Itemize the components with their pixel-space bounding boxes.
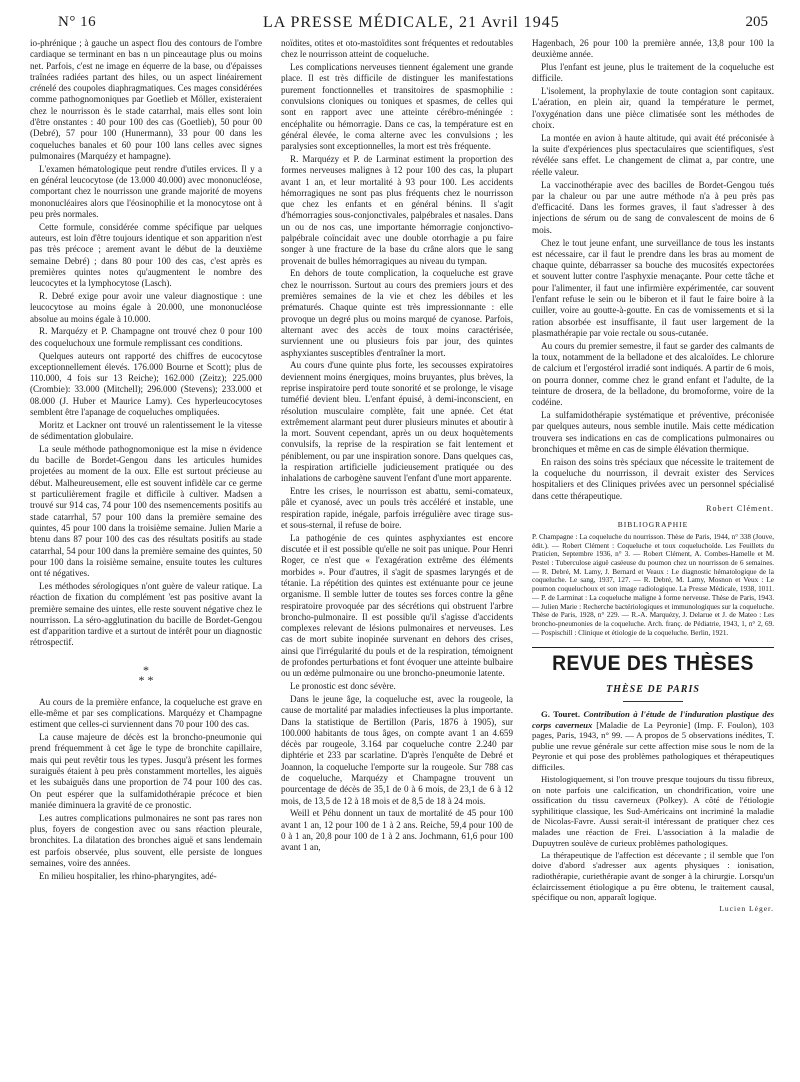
section-title: REVUE DES THÈSES (552, 652, 754, 676)
paragraph: La pathogénie de ces quintes asphyxiantes est encore discutée et il est possible qu'elle ne soit pas unique. Pour Henri Roger, ce n'est que « l'exagération extrême des éléments morbides ». Pour d'autres, il s'agit de spasmes laryngés et de tétanie. La répétition des quintes est exténuante pour ce jeune organisme. Il semble lutter de toutes ses forces contre la gêne respiratoire provoquée par des sécrétions qui obstruent l'arbre broncho-pulmonaire. Il est possible qu'il s'agisse d'accidents complexes relevant de lésions pulmonaires et nerveuses. Les cas de mort subite inopinée survenant en dehors des crises, ainsi que l'irrégularité du pouls et de la respiration, témoignent de profondes perturbations et font évoquer une atteinte bulbaire ou un œdème pulmonaire ou une broncho-pneumonie latente. (281, 532, 513, 679)
column-right (532, 38, 774, 1068)
paragraph: R. Debré exige pour avoir une valeur diagnostique : une leucocytose au moins égale à 20.000, une mononucléose absolue au moins égale à 10.000. (30, 291, 262, 324)
abstract-author: G. Touret. (541, 709, 580, 719)
paragraph: La montée en avion à haute altitude, qui avait été préconisée à la suite d'expériences plus spectaculaires que scientifiques, s'est révélée sans effet. Le changement de climat a, par contre, une réelle valeur. (532, 132, 774, 177)
page-header (58, 14, 768, 36)
paragraph: noïdites, otites et oto-mastoïdites sont fréquentes et redoutables chez le nourrisson atteint de coqueluche. (281, 38, 513, 60)
paragraph: Plus l'enfant est jeune, plus le traitement de la coqueluche est difficile. (532, 62, 774, 84)
paragraph: io-phrénique ; à gauche un aspect flou des contours de l'ombre cardiaque se terminant en bas n un pinceautage plus ou moins net. Parfois, c'est ne image en équerre de la base, ou d'épaisses traînées radiées partant des hiles, ou un aspect linéairement crénelé des coupoles diaphragmatiques. Ces mages considérées comme pathognomoniques par Goetlieb et Möller, existeraient chez le nourrisson ès le stade catarrhal, mais elles sont loin d'être onstantes : 40 pour 100 des cas (Goetlieb), 50 pour 00 (Debré), 57 pour 100 (Hunermann), 33 pour 00 dans les coqueluches banales et 60 pour 100 lans celles avec signes pulmonaires (Marquézy et hampagne). (30, 38, 262, 161)
column-left (30, 38, 262, 1068)
thesis-abstract (532, 709, 774, 915)
paragraph: La seule méthode pathognomonique est la mise n évidence du bacille de Bordet-Gengou dans les articules humides projetées au moment de la oux. Elle est surtout précieuse au début. Malheureusement, elle est souvent infidèle car ce germe st particulièrement fragile et difficile à cultiver. Madsen a trouvé sur 914 cas, 74 pour 100 des nsemencements positifs au stade catarrhal, 57 pour 100 dans la première semaine des quintes, 45 pour 100 dans la troisième semaine. Julien Marie a btenu dans 87 pour 100 des cas des résultats positifs au stade catarrhal, 54 pour 100 dans la première semaine des quintes, 50 pour 100 dans la roisième semaine, ensuite toutes les cultures ont té négatives. (30, 443, 262, 579)
paragraph: Au cours du premier semestre, il faut se garder des calmants de la toux, notamment de la belladone et des alcaloïdes. Le chlorure de calcium et l'ergostérol irradié sont indiqués. A partir de 6 mois, on pourra donner, comme chez le grand enfant et l'adulte, de la teinture de drosera, de la belladone, du bromoforme, voire de la codéine. (532, 340, 774, 408)
paragraph: L'isolement, la prophylaxie de toute contagion sont capitaux. L'aération, en plein air, quand la température le permet, l'oxygénation dans une pièce climatisée sont les méthodes de choix. (532, 86, 774, 131)
paragraph: La sulfamidothérapie systématique et préventive, préconisée par quelques auteurs, nous semble inutile. Mais cette médication trouvera ses indications en cas de complications pulmonaires ou bronchiques et même en cas de simple élévation thermique. (532, 410, 774, 454)
paragraph: En dehors de toute complication, la coqueluche est grave chez le nourrisson. Surtout au cours des premiers jours et des premières semaines de la vie et chez les débiles et les prématurés. Chaque quinte est très impressionnante : elle provoque un degré plus ou moins marqué de cyanose. Parfois, alternant avec des accès de toux moins caractérisée, surviennent une ou plusieurs fois par jour, des quintes asphyxiantes susceptibles d'entraîner la mort. (281, 268, 513, 358)
paragraph: Les complications nerveuses tiennent également une grande place. Il est très difficile de distinguer les manifestations purement fonctionnelles et transitoires de spasmophilie : convulsions cloniques ou toniques et spasmes, de celles qui sont en rapport avec une atteinte cérébro-méningée : encéphalite ou hémorragie. Dans ce cas, la température est en général élevée, le coma alterne avec les convulsions ; les paralysies sont exceptionnelles, la mort est très fréquente. (281, 62, 513, 152)
paragraph: Quelques auteurs ont rapporté des chiffres de eucocytose exceptionnellement élevés. 176.000 Bourne et Scott); plus de 110.000, 4 fois sur 13 Reiche); 162.000 (Zeitz); 225.000 (Crombie): 33.000 (Mitchell); 296.000 (Stevens); 233.000 et 08.000 (J. Huber et Maurice Lamy). Ces hyperleucocytoses semblent être l'apanage de coqueluches ompliquées. (30, 350, 262, 417)
paragraph: La thérapeutique de l'affection est décevante ; il semble que l'on doive d'abord s'adresser aux agents physiques : ionisation, radiothérapie, curiethérapie avant de songer à la chirurgie. Lorsqu'un éclaircissement étiologique a pu être obtenu, le traitement causal, spécifique ou non, apparaît logique. (532, 849, 774, 903)
journal-title: LA PRESSE MÉDICALE, 21 Avril 1945 (263, 14, 560, 31)
paragraph: Au cours de la première enfance, la coqueluche est grave en elle-même et par ses complications. Marquézy et Champagne estiment que celles-ci surviennent dans 70 pour 100 des cas. (30, 696, 262, 730)
paragraph: Les méthodes sérologiques n'ont guère de valeur ratique. La réaction de fixation du complément 'est pas positive avant la première semaine des uintes, elle reste souvent négative chez le nourrisson. La séro-agglutination du bacille de Bordet-Gengou est d'apparition tardive et a surtout de intérêt pour un diagnostic rétrospectif. (30, 580, 262, 648)
paragraph: Au cours d'une quinte plus forte, les secousses expiratoires deviennent moins énergiques, moins bruyantes, plus brèves, la reprise inspiratoire perd toute sonorité et se prolonge, le visage tuméfié devient bleu. L'enfant épuisé, à demi-inconscient, en résolution musculaire complète, fait une apnée. Cet état extrêmement alarmant peut durer plusieurs minutes et aboutir à la mort. Souvent cependant, après un ou deux hoquètements convulsifs, la reprise de la respiration se fait lentement et péniblement, ou par une inspiration sonore. Dans quelques cas, la respiration artificielle judicieusement pratiquée ou des inhalations de carbogène sauvent l'enfant d'une mort apparente. (281, 360, 513, 484)
paragraph: Dans le jeune âge, la coqueluche est, avec la rougeole, la cause de mortalité par maladies infectieuses la plus importante. Dans la statistique de Bertillon (Paris, 1876 à 1905), sur 100.000 habitants de tous âges, on compte avant 1 an 4.659 décès par rougeole, 3.164 par coqueluche contre 2.240 par diphtérie et 233 par scarlatine. D'après l'enquête de Debré et Joannon, la coqueluche l'emporte sur la rougeole. Sur 788 cas de coqueluche, Marquézy et Champagne trouvent un pourcentage de décès de 35,1 de 0 à 6 mois, de 23,1 de 6 à 12 mois, de 13,5 de 12 à 18 mois et de 8,5 de 18 à 24 mois. (281, 693, 513, 806)
bibliography-heading: BIBLIOGRAPHIE (617, 519, 689, 529)
paragraph: Histologiquement, si l'on trouve presque toujours du tissu fibreux, on note parfois une calcification, un chondrification, voire une ossification du tissu caverneux (Polkey). A côté de l'étiologie syphilitique classique, les Sud-Américains ont incriminé la maladie de Nicolas-Favre. Aussi serait-il intéressant de pratiquer chez ces malades une réaction de Frei. L'association à la maladie de Dupuytren soulève de curieux problèmes pathologiques. (532, 774, 774, 848)
paragraph: En raison des soins très spéciaux que nécessite le traitement de la coqueluche du nourrisson, il devrait exister des Services hospitaliers et des Cliniques privées avec un personnel spécialisé dans cette thérapeutique. (532, 456, 774, 501)
column-middle (281, 38, 513, 1068)
abstract-signature: Lucien Léger. (719, 904, 774, 914)
paragraph: Chez le tout jeune enfant, une surveillance de tous les instants est nécessaire, car il faut le prendre dans les bras au moment de chaque quinte, débarrasser sa bouche des mucosités expectorées et souvent lutter contre l'asphyxie menaçante. Pour cette tâche et pour l'alimenter, il faut une infirmière expérimentée, car souvent l'enfant refuse le sein ou le biberon et il faut le faire boire à la cuiller, voire au goutte-à-goutte. En cas de vomissements et si la ration absorbée est insuffisante, il faut user largement de la plasmathérapie par voie rectale ou sous-cutanée. (532, 237, 774, 338)
paragraph: La cause majeure de décès est la broncho-pneumonie qui prend fréquemment à cet âge le type de bronchite capillaire, mais qui peut revêtir tous les types. Jusqu'à présent les formes suraiguës étaient à peu près constamment mortelles, les aiguës et les subaiguës dans une proportion de 74 pour 100 des cas. On peut espérer que la sulfamidothérapie précoce et bien maniée diminuera la gravité de ce pronostic. (30, 732, 262, 810)
short-divider (623, 701, 683, 702)
paragraph: Cette formule, considérée comme spécifique par uelques auteurs, est loin d'être toujours identique et son apparition n'est pas très précoce ; arement avant le début de la deuxième semaine Debré) ; dans 80 pour 100 des cas, c'est après es premières quintes notes qu'augmentent le nombre des leucocytes et la lymphocytose (Lasch). (30, 221, 262, 289)
paragraph: Moritz et Lackner ont trouvé un ralentissement le la vitesse de sédimentation globulaire. (30, 419, 262, 442)
abstract-summary: — A propos de 5 observations inédites, T. publie une revue générale sur cette affection mise sous le nom de la Peyronie et qui pose des problèmes pathologiques et thérapeutiques difficiles. (532, 730, 774, 772)
paragraph: R. Marquézy et P. de Larminat estiment la proportion des formes nerveuses malignes à 12 pour 100 des cas, la plupart avant 1 an, et leur mortalité à 93 pour 100. Les accidents hémorragiques ne sont pas plus fréquents chez le nourrisson que chez les enfants et en général bénins. Il s'agit d'hémorragies sous-conjonctivales, palpébrales et nasales. Dans un ou de nos cas, une importante hémorragie conjonctivo-palpébrale coïncidait avec une double otorrhagie a pu faire songer à une fracture de la base du crâne alors que le sang provenait de bulles hémorragiques au niveau du tympan. (281, 153, 513, 266)
paragraph: Le pronostic est donc sévère. (290, 681, 396, 692)
section-divider (532, 647, 774, 648)
issue-number: N° 16 (58, 14, 97, 30)
abstract-title: Contribution à l'étude de l'induration plastique des corps caverneux (532, 709, 774, 730)
paragraph: Hagenbach, 26 pour 100 la première année, 13,8 pour 100 la deuxième année. (532, 38, 774, 60)
paragraph: Les autres complications pulmonaires ne sont pas rares non plus, foyers de congestion avec ou sans réaction pleurale, bronchites. La dilatation des bronches aiguë et sans lendemain est parfois observée, plus souvent, elle persiste de longues semaines, voire des années. (30, 812, 262, 868)
paragraph: Weill et Péhu donnent un taux de mortalité de 45 pour 100 avant 1 an, 12 pour 100 de 1 à 2 ans. Reiche, 59,4 pour 100 de 0 à 1 an, 20,8 pour 100 de 1 à 2 ans. Jochmann, 61,6 pour 100 avant 1 an, (281, 808, 513, 853)
abstract-citation (532, 709, 774, 773)
bibliography-text: P. Champagne : La coqueluche du nourrisson. Thèse de Paris, 1944, n° 338 (Jouve, édit.). — Robert Clément : Coqueluche et toux coqueluchoïde. Les Feuillets du Praticien, Septembre 1936, n° 3. — Robert Clément, A. Combes-Hamelle et M. Pestel : Tuberculose aiguë caséeuse du poumon chez un nourrisson de 6 semaines. — R. Debré, M. Lamy, J. Bernard et Veaux : Le diagnostic hématologique de la coqueluche. Le sang, 1937, 127. — R. Debré, M. Lamy, Mosnon et Veux : Le poumon coqueluchoux et son image radiologique. La Presse Médicale, 1938, 1011. — P. de Larminat : La coqueluche maligne à forme nerveuse. Thèse de Paris, 1943. — Julien Marie : Recherche bactériologiques et immunologiques sur la coqueluche. Thèse de Paris, 1928, n° 229. — R.-A. Marquézy, J. Delarue et J. de Mateo : Les broncho-pneumonies de la coqueluche. Arch. franç. de Pédiatrie, 1943, 1, n° 2, 69. — Pospischill : Clinique et étiologie de la coqueluche. Berlin, 1921. (532, 532, 774, 637)
article-signature: Robert Clément. (706, 504, 774, 514)
paragraph: R. Marquézy et P. Champagne ont trouvé chez 0 pour 100 des coqueluchoux une formule remplissant ces conditions. (30, 326, 262, 348)
page-number: 205 (745, 14, 768, 30)
paragraph: La vaccinothérapie avec des bacilles de Bordet-Gengou tués par la chaleur ou par une autre méthode n'a à peu près pas d'efficacité. Dans les formes graves, il faut s'adresser à des injections de sérum ou de sang de convalescent de moins de 6 mois. (532, 179, 774, 235)
paragraph: L'examen hématologique peut rendre d'utiles ervices. Il y a en général leucocytose (de 13.000 40.000) avec mononucléose, comportant chez le nourrisson une grande majorité de moyens mononucléaires alors que l'éosinophilie et la monocytose ont à peu près normales. (30, 163, 262, 219)
subsection-title: THÈSE DE PARIS (606, 683, 700, 695)
abstract-reference: [Maladie de La Peyronie] (Imp. F. Foulon), 103 pages, Paris, 1943, n° 99. (532, 719, 774, 741)
paragraph: Entre les crises, le nourrisson est abattu, semi-comateux, pâle et cyanosé, avec un pouls très accéléré et instable, une respiration rapide, inégale, parfois irrégulière avec tirage sus- et sous-sternal, il refuse de boire. (281, 486, 513, 530)
section-separator: * * * (138, 662, 154, 687)
paragraph: En milieu hospitalier, les rhino-pharyngites, adé- (39, 870, 217, 881)
